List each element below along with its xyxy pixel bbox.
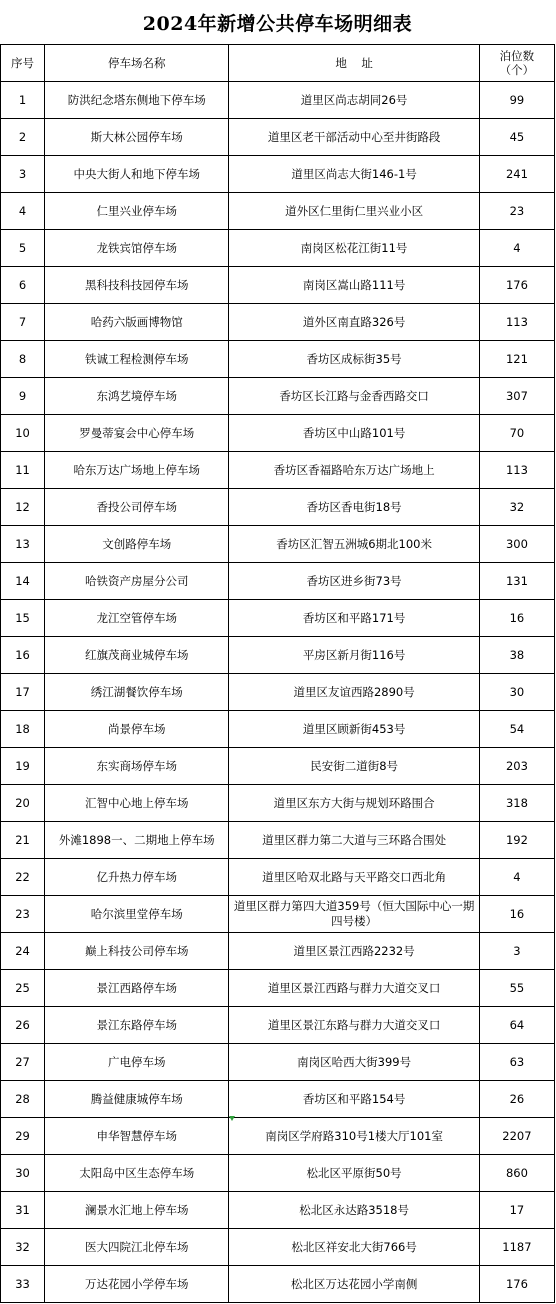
parking-name: 东鸿艺境停车场 bbox=[45, 378, 229, 415]
parking-name: 龙铁宾馆停车场 bbox=[45, 230, 229, 267]
table-row bbox=[1, 415, 555, 452]
parking-address: 民安街二道街8号 bbox=[229, 748, 479, 785]
parking-address: 道里区群力第四大道359号（恒大国际中心一期四号楼） bbox=[229, 896, 479, 933]
parking-address: 道里区景江东路与群力大道交叉口 bbox=[229, 1007, 479, 1044]
parking-address: 道里区友谊西路2890号 bbox=[229, 674, 479, 711]
parking-spaces: 203 bbox=[479, 748, 554, 785]
parking-spaces: 17 bbox=[479, 1192, 554, 1229]
parking-name: 哈尔滨里堂停车场 bbox=[45, 896, 229, 933]
parking-spaces: 1187 bbox=[479, 1229, 554, 1266]
parking-spaces: 860 bbox=[479, 1155, 554, 1192]
parking-address: 香坊区汇智五洲城6期北100米 bbox=[229, 526, 479, 563]
row-number: 18 bbox=[1, 711, 45, 748]
table-row bbox=[1, 822, 555, 859]
table-row bbox=[1, 193, 555, 230]
table-row bbox=[1, 378, 555, 415]
parking-spaces: 131 bbox=[479, 563, 554, 600]
parking-name: 哈东万达广场地上停车场 bbox=[45, 452, 229, 489]
parking-name: 腾益健康城停车场 bbox=[45, 1081, 229, 1118]
parking-address: 道里区群力第二大道与三环路合围处 bbox=[229, 822, 479, 859]
parking-spaces: 192 bbox=[479, 822, 554, 859]
parking-address: 道外区南直路326号 bbox=[229, 304, 479, 341]
parking-name: 黑科技科技园停车场 bbox=[45, 267, 229, 304]
parking-address: 道里区景江西路与群力大道交叉口 bbox=[229, 970, 479, 1007]
parking-spaces: 64 bbox=[479, 1007, 554, 1044]
parking-name: 景江东路停车场 bbox=[45, 1007, 229, 1044]
row-number: 30 bbox=[1, 1155, 45, 1192]
parking-name: 哈铁资产房屋分公司 bbox=[45, 563, 229, 600]
parking-address: 道里区尚志大街146-1号 bbox=[229, 156, 479, 193]
table-row bbox=[1, 1118, 555, 1155]
row-number: 7 bbox=[1, 304, 45, 341]
parking-name: 罗曼蒂宴会中心停车场 bbox=[45, 415, 229, 452]
table-row bbox=[1, 341, 555, 378]
parking-spaces: 300 bbox=[479, 526, 554, 563]
cell-comment-marker bbox=[229, 1116, 235, 1121]
parking-spaces: 55 bbox=[479, 970, 554, 1007]
parking-address: 香坊区香电街18号 bbox=[229, 489, 479, 526]
row-number: 22 bbox=[1, 859, 45, 896]
row-number: 28 bbox=[1, 1081, 45, 1118]
row-number: 31 bbox=[1, 1192, 45, 1229]
parking-address: 南岗区嵩山路111号 bbox=[229, 267, 479, 304]
header-row bbox=[1, 45, 555, 82]
parking-name: 广电停车场 bbox=[45, 1044, 229, 1081]
table-row bbox=[1, 1192, 555, 1229]
parking-spaces: 176 bbox=[479, 1266, 554, 1303]
table-row bbox=[1, 1266, 555, 1303]
row-number: 9 bbox=[1, 378, 45, 415]
parking-address: 香坊区长江路与金香西路交口 bbox=[229, 378, 479, 415]
table-row bbox=[1, 637, 555, 674]
parking-spaces: 241 bbox=[479, 156, 554, 193]
table-row bbox=[1, 526, 555, 563]
parking-address: 道里区东方大街与规划环路围合 bbox=[229, 785, 479, 822]
parking-name: 太阳岛中区生态停车场 bbox=[45, 1155, 229, 1192]
parking-spaces: 26 bbox=[479, 1081, 554, 1118]
col-header-number: 序号 bbox=[1, 45, 45, 82]
row-number: 12 bbox=[1, 489, 45, 526]
table-body bbox=[1, 82, 555, 1303]
table-row bbox=[1, 304, 555, 341]
parking-name: 尚景停车场 bbox=[45, 711, 229, 748]
parking-spaces: 4 bbox=[479, 230, 554, 267]
parking-name: 巅上科技公司停车场 bbox=[45, 933, 229, 970]
table-row bbox=[1, 1007, 555, 1044]
parking-address: 松北区祥安北大街766号 bbox=[229, 1229, 479, 1266]
parking-address: 平房区新月街116号 bbox=[229, 637, 479, 674]
parking-name: 仁里兴业停车场 bbox=[45, 193, 229, 230]
col-header-address: 地 址 bbox=[229, 45, 479, 82]
row-number: 14 bbox=[1, 563, 45, 600]
parking-name: 亿升热力停车场 bbox=[45, 859, 229, 896]
parking-name: 香投公司停车场 bbox=[45, 489, 229, 526]
table-row bbox=[1, 156, 555, 193]
parking-name: 绣江湖餐饮停车场 bbox=[45, 674, 229, 711]
page-title: 2024年新增公共停车场明细表 bbox=[142, 12, 413, 35]
row-number: 13 bbox=[1, 526, 45, 563]
parking-spaces: 113 bbox=[479, 304, 554, 341]
parking-spaces: 3 bbox=[479, 933, 554, 970]
row-number: 2 bbox=[1, 119, 45, 156]
parking-address: 松北区平原街50号 bbox=[229, 1155, 479, 1192]
parking-spaces: 318 bbox=[479, 785, 554, 822]
table-row bbox=[1, 785, 555, 822]
parking-address: 道里区哈双北路与天平路交口西北角 bbox=[229, 859, 479, 896]
parking-address: 香坊区中山路101号 bbox=[229, 415, 479, 452]
parking-address: 松北区永达路3518号 bbox=[229, 1192, 479, 1229]
parking-address: 南岗区松花江街11号 bbox=[229, 230, 479, 267]
table-row bbox=[1, 970, 555, 1007]
parking-name: 汇智中心地上停车场 bbox=[45, 785, 229, 822]
parking-address: 香坊区成标街35号 bbox=[229, 341, 479, 378]
row-number: 4 bbox=[1, 193, 45, 230]
parking-lot-table bbox=[0, 44, 555, 1303]
parking-name: 医大四院江北停车场 bbox=[45, 1229, 229, 1266]
parking-address: 松北区万达花园小学南侧 bbox=[229, 1266, 479, 1303]
row-number: 24 bbox=[1, 933, 45, 970]
parking-spaces: 121 bbox=[479, 341, 554, 378]
parking-spaces: 23 bbox=[479, 193, 554, 230]
row-number: 19 bbox=[1, 748, 45, 785]
row-number: 33 bbox=[1, 1266, 45, 1303]
parking-name: 景江西路停车场 bbox=[45, 970, 229, 1007]
col-header-name: 停车场名称 bbox=[45, 45, 229, 82]
col-header-spaces bbox=[479, 45, 554, 82]
parking-name: 防洪纪念塔东侧地下停车场 bbox=[45, 82, 229, 119]
parking-spaces: 38 bbox=[479, 637, 554, 674]
row-number: 23 bbox=[1, 896, 45, 933]
row-number: 25 bbox=[1, 970, 45, 1007]
parking-spaces: 70 bbox=[479, 415, 554, 452]
parking-spaces: 30 bbox=[479, 674, 554, 711]
parking-spaces: 99 bbox=[479, 82, 554, 119]
row-number: 26 bbox=[1, 1007, 45, 1044]
parking-name: 万达花园小学停车场 bbox=[45, 1266, 229, 1303]
row-number: 29 bbox=[1, 1118, 45, 1155]
parking-address: 南岗区学府路310号1楼大厅101室 bbox=[229, 1118, 479, 1155]
table-row bbox=[1, 267, 555, 304]
parking-name: 龙江空管停车场 bbox=[45, 600, 229, 637]
row-number: 11 bbox=[1, 452, 45, 489]
parking-address: 香坊区进乡街73号 bbox=[229, 563, 479, 600]
parking-name: 东实商场停车场 bbox=[45, 748, 229, 785]
row-number: 1 bbox=[1, 82, 45, 119]
row-number: 16 bbox=[1, 637, 45, 674]
parking-address: 道里区景江西路2232号 bbox=[229, 933, 479, 970]
table-row bbox=[1, 859, 555, 896]
parking-spaces: 54 bbox=[479, 711, 554, 748]
row-number: 21 bbox=[1, 822, 45, 859]
table-row bbox=[1, 563, 555, 600]
parking-address: 南岗区哈西大街399号 bbox=[229, 1044, 479, 1081]
parking-name: 澜景水汇地上停车场 bbox=[45, 1192, 229, 1229]
parking-spaces: 16 bbox=[479, 896, 554, 933]
parking-name: 哈药六版画博物馆 bbox=[45, 304, 229, 341]
parking-spaces: 2207 bbox=[479, 1118, 554, 1155]
table-row bbox=[1, 489, 555, 526]
parking-name: 文创路停车场 bbox=[45, 526, 229, 563]
row-number: 8 bbox=[1, 341, 45, 378]
table-row bbox=[1, 896, 555, 933]
parking-address: 道里区尚志胡同26号 bbox=[229, 82, 479, 119]
row-number: 5 bbox=[1, 230, 45, 267]
table-row bbox=[1, 452, 555, 489]
row-number: 6 bbox=[1, 267, 45, 304]
parking-address: 香坊区和平路171号 bbox=[229, 600, 479, 637]
row-number: 17 bbox=[1, 674, 45, 711]
parking-spaces: 176 bbox=[479, 267, 554, 304]
row-number: 20 bbox=[1, 785, 45, 822]
table-header bbox=[1, 45, 555, 82]
col-header-spaces-label: 泊位数 bbox=[499, 49, 535, 63]
row-number: 32 bbox=[1, 1229, 45, 1266]
table-row bbox=[1, 933, 555, 970]
table-row bbox=[1, 1155, 555, 1192]
row-number: 3 bbox=[1, 156, 45, 193]
parking-name: 铁诚工程检测停车场 bbox=[45, 341, 229, 378]
table-row bbox=[1, 119, 555, 156]
parking-address: 道里区顾新街453号 bbox=[229, 711, 479, 748]
table-row bbox=[1, 674, 555, 711]
parking-spaces: 16 bbox=[479, 600, 554, 637]
parking-spaces: 113 bbox=[479, 452, 554, 489]
table-row bbox=[1, 1229, 555, 1266]
parking-name: 申华智慧停车场 bbox=[45, 1118, 229, 1155]
table-row bbox=[1, 1044, 555, 1081]
parking-spaces: 307 bbox=[479, 378, 554, 415]
parking-address: 道里区老干部活动中心至井街路段 bbox=[229, 119, 479, 156]
table-row bbox=[1, 711, 555, 748]
table-row bbox=[1, 82, 555, 119]
table-row bbox=[1, 748, 555, 785]
parking-spaces: 32 bbox=[479, 489, 554, 526]
parking-spaces: 45 bbox=[479, 119, 554, 156]
parking-address: 香坊区和平路154号 bbox=[229, 1081, 479, 1118]
parking-spaces: 4 bbox=[479, 859, 554, 896]
row-number: 15 bbox=[1, 600, 45, 637]
parking-address: 道外区仁里街仁里兴业小区 bbox=[229, 193, 479, 230]
col-header-spaces-unit: （个） bbox=[499, 63, 535, 77]
parking-name: 中央大街人和地下停车场 bbox=[45, 156, 229, 193]
parking-address: 香坊区香福路哈东万达广场地上 bbox=[229, 452, 479, 489]
parking-spaces: 63 bbox=[479, 1044, 554, 1081]
table-row bbox=[1, 1081, 555, 1118]
table-row bbox=[1, 230, 555, 267]
parking-name: 红旗茂商业城停车场 bbox=[45, 637, 229, 674]
row-number: 27 bbox=[1, 1044, 45, 1081]
parking-name: 外滩1898一、二期地上停车场 bbox=[45, 822, 229, 859]
parking-name: 斯大林公园停车场 bbox=[45, 119, 229, 156]
table-row bbox=[1, 600, 555, 637]
row-number: 10 bbox=[1, 415, 45, 452]
